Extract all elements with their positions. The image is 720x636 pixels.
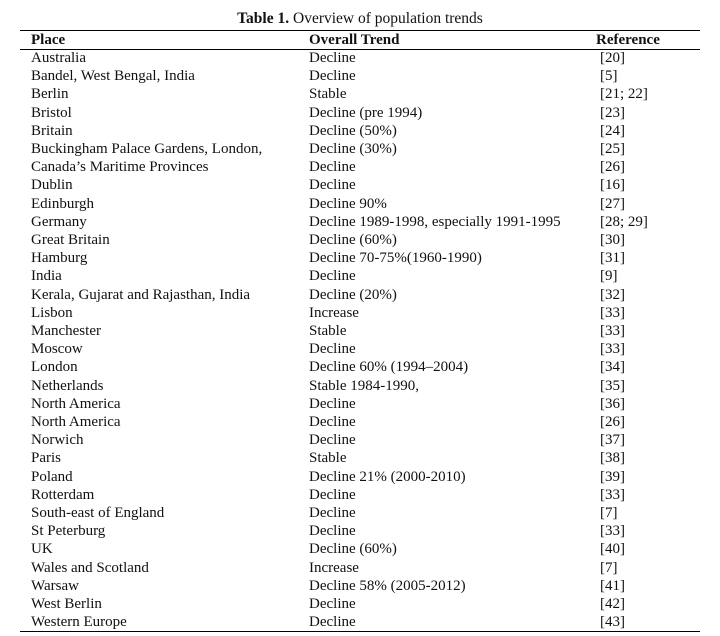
overall-trend-cell: Decline xyxy=(309,395,356,412)
column-header-place: Place xyxy=(31,32,66,48)
place-cell: Netherlands xyxy=(31,377,104,394)
table-row xyxy=(20,486,700,504)
table-row xyxy=(20,67,700,85)
table-caption-text: Overview of population trends xyxy=(289,10,483,27)
overall-trend-cell: Decline xyxy=(309,505,356,522)
overall-trend-cell: Decline xyxy=(309,523,356,540)
overall-trend-cell: Decline (60%) xyxy=(309,232,397,249)
place-cell: Australia xyxy=(31,50,86,66)
table-row xyxy=(20,613,700,631)
reference-cell: [7] xyxy=(600,559,618,576)
table-header-row xyxy=(20,31,700,49)
place-cell: Paris xyxy=(31,450,61,467)
overall-trend-cell: Stable 1984-1990, xyxy=(309,377,419,394)
overall-trend-cell: Decline 58% (2005-2012) xyxy=(309,577,466,594)
overall-trend-cell: Decline 1989-1998, especially 1991-1995 xyxy=(309,213,561,230)
table-row xyxy=(20,358,700,376)
place-cell: Buckingham Palace Gardens, London, xyxy=(31,141,263,158)
reference-cell: [36] xyxy=(600,395,625,412)
table-row xyxy=(20,595,700,613)
overall-trend-cell: Decline (30%) xyxy=(309,141,397,158)
overall-trend-cell: Decline xyxy=(309,432,356,449)
overall-trend-cell: Decline xyxy=(309,177,356,194)
table-row xyxy=(20,322,700,340)
table-row xyxy=(20,140,700,158)
overall-trend-cell: Decline (50%) xyxy=(309,122,397,139)
reference-cell: [34] xyxy=(600,359,625,376)
table-row xyxy=(20,267,700,285)
reference-cell: [20] xyxy=(600,50,625,66)
overall-trend-cell: Decline xyxy=(309,596,356,613)
overall-trend-cell: Decline xyxy=(309,414,356,431)
place-cell: North America xyxy=(31,414,121,431)
place-cell: Western Europe xyxy=(31,614,127,631)
place-cell: Bristol xyxy=(31,104,72,121)
place-cell: St Peterburg xyxy=(31,523,106,540)
table-row xyxy=(20,104,700,122)
overall-trend-cell: Decline xyxy=(309,614,356,631)
table-row xyxy=(20,559,700,577)
reference-cell: [5] xyxy=(600,68,618,85)
place-cell: Norwich xyxy=(31,432,84,449)
table-row xyxy=(20,377,700,395)
overall-trend-cell: Decline 21% (2000-2010) xyxy=(309,468,466,485)
overall-trend-cell: Increase xyxy=(309,304,359,321)
reference-cell: [27] xyxy=(600,195,625,212)
reference-cell: [30] xyxy=(600,232,625,249)
reference-cell: [26] xyxy=(600,159,625,176)
reference-cell: [33] xyxy=(600,323,625,340)
place-cell: Moscow xyxy=(31,341,83,358)
reference-cell: [24] xyxy=(600,122,625,139)
reference-cell: [43] xyxy=(600,614,625,631)
table-row xyxy=(20,577,700,595)
table-body xyxy=(20,49,700,632)
place-cell: Rotterdam xyxy=(31,486,95,503)
reference-cell: [40] xyxy=(600,541,625,558)
place-cell: Hamburg xyxy=(31,250,88,267)
overall-trend-cell: Decline 60% (1994–2004) xyxy=(309,359,469,376)
overall-trend-cell: Increase xyxy=(309,559,359,576)
overall-trend-cell: Decline xyxy=(309,486,356,503)
reference-cell: [26] xyxy=(600,414,625,431)
place-cell: Great Britain xyxy=(31,232,110,249)
reference-cell: [33] xyxy=(600,486,625,503)
table-row xyxy=(20,49,700,67)
reference-cell: [25] xyxy=(600,141,625,158)
table-row xyxy=(20,213,700,231)
reference-cell: [33] xyxy=(600,304,625,321)
reference-cell: [7] xyxy=(600,505,618,522)
reference-cell: [28; 29] xyxy=(600,213,648,230)
reference-cell: [21; 22] xyxy=(600,86,648,103)
place-cell: Wales and Scotland xyxy=(31,559,149,576)
overall-trend-cell: Decline (pre 1994) xyxy=(309,104,423,121)
table-row xyxy=(20,231,700,249)
place-cell: Warsaw xyxy=(31,577,79,594)
place-cell: Britain xyxy=(31,122,73,139)
table-row xyxy=(20,522,700,540)
overall-trend-cell: Decline xyxy=(309,159,356,176)
table-row xyxy=(20,413,700,431)
reference-cell: [37] xyxy=(600,432,625,449)
table-row xyxy=(20,122,700,140)
table-row xyxy=(20,195,700,213)
place-cell: India xyxy=(31,268,62,285)
overall-trend-cell: Decline 70-75%(1960-1990) xyxy=(309,250,482,267)
table-row xyxy=(20,304,700,322)
reference-cell: [16] xyxy=(600,177,625,194)
overall-trend-cell: Decline (60%) xyxy=(309,541,397,558)
table-row xyxy=(20,158,700,176)
reference-cell: [41] xyxy=(600,577,625,594)
table-row xyxy=(20,449,700,467)
population-trends-table xyxy=(20,31,700,632)
table-row xyxy=(20,504,700,522)
reference-cell: [38] xyxy=(600,450,625,467)
overall-trend-cell: Decline 90% xyxy=(309,195,387,212)
column-header-overall-trend: Overall Trend xyxy=(309,32,400,48)
overall-trend-cell: Decline xyxy=(309,268,356,285)
reference-cell: [9] xyxy=(600,268,618,285)
overall-trend-cell: Decline xyxy=(309,341,356,358)
reference-cell: [35] xyxy=(600,377,625,394)
place-cell: Kerala, Gujarat and Rajasthan, India xyxy=(31,286,251,303)
table-row xyxy=(20,85,700,103)
table-row xyxy=(20,468,700,486)
place-cell: Bandel, West Bengal, India xyxy=(31,68,195,85)
table-row xyxy=(20,176,700,194)
table-caption-label: Table 1. xyxy=(237,10,290,27)
reference-cell: [33] xyxy=(600,341,625,358)
reference-cell: [33] xyxy=(600,523,625,540)
reference-cell: [32] xyxy=(600,286,625,303)
table-row xyxy=(20,340,700,358)
place-cell: West Berlin xyxy=(31,596,102,613)
overall-trend-cell: Stable xyxy=(309,323,347,340)
table-row xyxy=(20,431,700,449)
reference-cell: [39] xyxy=(600,468,625,485)
overall-trend-cell: Decline xyxy=(309,50,356,66)
place-cell: North America xyxy=(31,395,121,412)
overall-trend-cell: Decline (20%) xyxy=(309,286,397,303)
table-caption xyxy=(0,9,720,28)
reference-cell: [23] xyxy=(600,104,625,121)
place-cell: UK xyxy=(31,541,53,558)
column-header-reference: Reference xyxy=(596,32,660,48)
reference-cell: [42] xyxy=(600,596,625,613)
place-cell: Edinburgh xyxy=(31,195,95,212)
place-cell: Canada’s Maritime Provinces xyxy=(31,159,209,176)
table-row xyxy=(20,540,700,558)
place-cell: London xyxy=(31,359,78,376)
place-cell: Lisbon xyxy=(31,304,73,321)
overall-trend-cell: Stable xyxy=(309,450,347,467)
reference-cell: [31] xyxy=(600,250,625,267)
table-row xyxy=(20,286,700,304)
place-cell: Dublin xyxy=(31,177,73,194)
place-cell: Poland xyxy=(31,468,73,485)
place-cell: Germany xyxy=(31,213,87,230)
table-row xyxy=(20,395,700,413)
place-cell: South-east of England xyxy=(31,505,165,522)
table-row xyxy=(20,249,700,267)
place-cell: Manchester xyxy=(31,323,101,340)
overall-trend-cell: Stable xyxy=(309,86,347,103)
place-cell: Berlin xyxy=(31,86,69,103)
overall-trend-cell: Decline xyxy=(309,68,356,85)
